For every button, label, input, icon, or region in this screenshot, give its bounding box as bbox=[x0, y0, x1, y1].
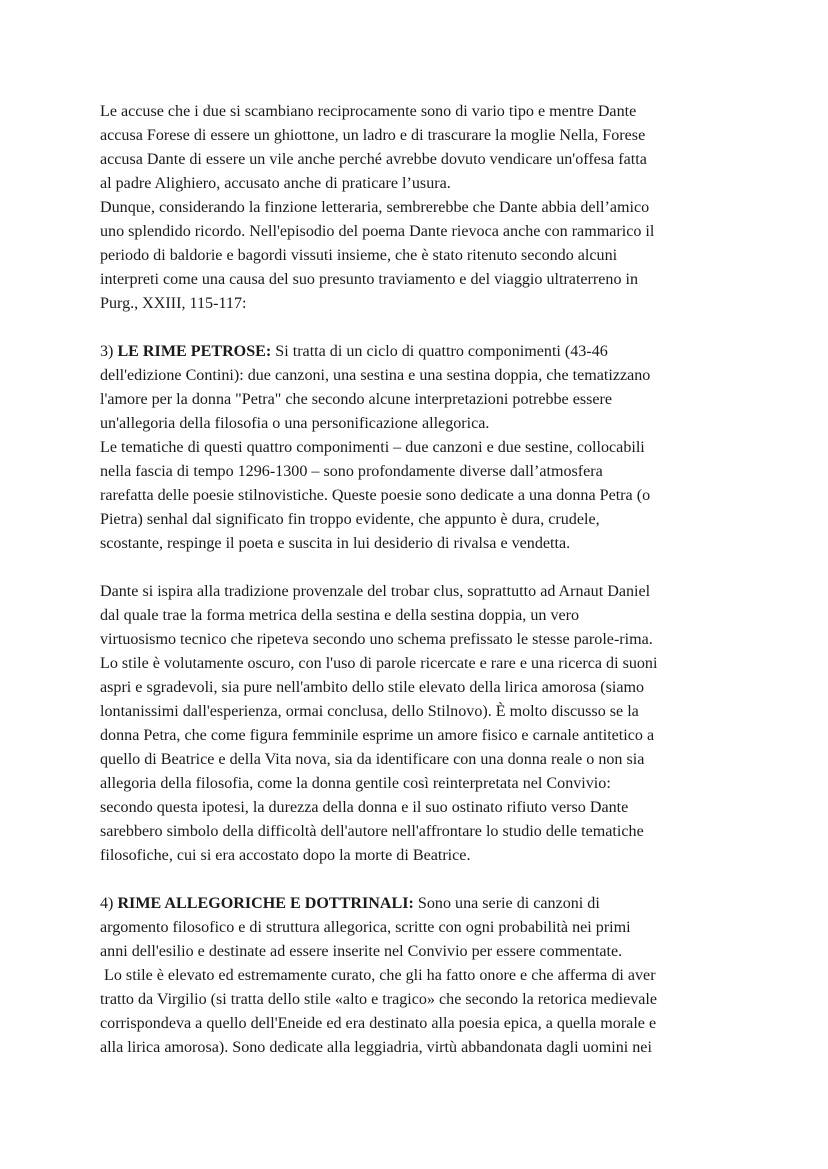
text-line: sarebbero simbolo della difficoltà dell'autore nell'affrontare lo studio delle tematiche bbox=[100, 823, 644, 840]
text-line: alla lirica amorosa). Sono dedicate alla leggiadria, virtù abbandonata dagli uomini nei bbox=[100, 1039, 652, 1056]
text-line: Purg., XXIII, 115-117: bbox=[100, 295, 247, 312]
text-line: donna Petra, che come figura femminile esprime un amore fisico e carnale antitetico a bbox=[100, 727, 655, 744]
section-heading-line bbox=[100, 892, 740, 916]
text-line: scostante, respinge il poeta e suscita in lui desiderio di rivalsa e vendetta. bbox=[100, 535, 571, 552]
text-line: aspri e sgradevoli, sia pure nell'ambito dello stile elevato della lirica amorosa (siamo bbox=[100, 679, 645, 696]
paragraph-spacer bbox=[100, 868, 740, 892]
text-line: Sono una serie di canzoni di bbox=[413, 895, 600, 912]
text-line: secondo questa ipotesi, la durezza della donna e il suo ostinato rifiuto verso Dante bbox=[100, 799, 629, 816]
text-line: anni dell'esilio e destinate ad essere inserite nel Convivio per essere commentate. bbox=[100, 943, 623, 960]
paragraph-accuse bbox=[100, 100, 740, 316]
section-number: 3) bbox=[100, 343, 118, 360]
text-line: al padre Alighiero, accusato anche di praticare l’usura. bbox=[100, 175, 451, 192]
paragraph-spacer bbox=[100, 556, 740, 580]
section-number: 4) bbox=[100, 895, 118, 912]
section-heading-line bbox=[100, 340, 740, 364]
document-body bbox=[100, 100, 740, 1060]
text-line: Le tematiche di questi quattro componimenti – due canzoni e due sestine, collocabili bbox=[100, 439, 645, 456]
text-line: accusa Dante di essere un vile anche perché avrebbe dovuto vendicare un'offesa fatta bbox=[100, 151, 647, 168]
text-line: virtuosismo tecnico che ripeteva secondo uno schema prefissato le stesse parole-rima. bbox=[100, 631, 653, 648]
text-line: filosofiche, cui si era accostato dopo la morte di Beatrice. bbox=[100, 847, 471, 864]
text-line: l'amore per la donna "Petra" che secondo alcune interpretazioni potrebbe essere bbox=[100, 391, 613, 408]
text-line: dell'edizione Contini): due canzoni, una sestina e una sestina doppia, che tematizzano bbox=[100, 367, 651, 384]
text-line: argomento filosofico e di struttura allegorica, scritte con ogni probabilità nei primi bbox=[100, 919, 631, 936]
text-line: Dante si ispira alla tradizione provenzale del trobar clus, soprattutto ad Arnaut Daniel bbox=[100, 583, 651, 600]
text-line: periodo di baldorie e bagordi vissuti insieme, che è stato ritenuto secondo alcuni bbox=[100, 247, 618, 264]
text-line: Pietra) senhal dal significato fin troppo evidente, che appunto è dura, crudele, bbox=[100, 511, 600, 528]
section-rime-allegoriche bbox=[100, 892, 740, 1060]
text-line: quello di Beatrice e della Vita nova, sia da identificare con una donna reale o non sia bbox=[100, 751, 645, 768]
section-rime-petrose bbox=[100, 340, 740, 556]
text-line: dal quale trae la forma metrica della sestina e della sestina doppia, un vero bbox=[100, 607, 580, 624]
text-line: tratto da Virgilio (si tratta dello stile «alto e tragico» che secondo la retorica medievale bbox=[100, 991, 658, 1008]
text-line: allegoria della filosofia, come la donna gentile così reinterpretata nel Convivio: bbox=[100, 775, 611, 792]
text-line: Lo stile è volutamente oscuro, con l'uso di parole ricercate e rare e una ricerca di suoni bbox=[100, 655, 658, 672]
text-line: un'allegoria della filosofia o una personificazione allegorica. bbox=[100, 415, 490, 432]
text-line: lontanissimi dall'esperienza, ormai conclusa, dello Stilnovo). È molto discusso se la bbox=[100, 703, 639, 720]
paragraph-spacer bbox=[100, 316, 740, 340]
text-line: interpreti come una causa del suo presunto traviamento e del viaggio ultraterreno in bbox=[100, 271, 639, 288]
section-heading: LE RIME PETROSE: bbox=[117, 343, 272, 360]
text-line: corrispondeva a quello dell'Eneide ed era destinato alla poesia epica, a quella morale e bbox=[100, 1015, 657, 1032]
text-line: rarefatta delle poesie stilnovistiche. Queste poesie sono dedicate a una donna Petra (o bbox=[100, 487, 651, 504]
text-line: Si tratta di un ciclo di quattro componimenti (43-46 bbox=[271, 343, 608, 360]
section-heading: RIME ALLEGORICHE E DOTTRINALI: bbox=[117, 895, 414, 912]
paragraph-trobar-clus bbox=[100, 580, 740, 868]
text-line: Lo stile è elevato ed estremamente curato, che gli ha fatto onore e che afferma di aver bbox=[100, 967, 656, 984]
text-line: nella fascia di tempo 1296-1300 – sono profondamente diverse dall’atmosfera bbox=[100, 463, 603, 480]
text-line: Le accuse che i due si scambiano reciprocamente sono di vario tipo e mentre Dante bbox=[100, 103, 637, 120]
text-line: Dunque, considerando la finzione letteraria, sembrerebbe che Dante abbia dell’amico bbox=[100, 199, 650, 216]
text-line: accusa Forese di essere un ghiottone, un ladro e di trascurare la moglie Nella, Forese bbox=[100, 127, 646, 144]
text-line: uno splendido ricordo. Nell'episodio del poema Dante rievoca anche con rammarico il bbox=[100, 223, 655, 240]
